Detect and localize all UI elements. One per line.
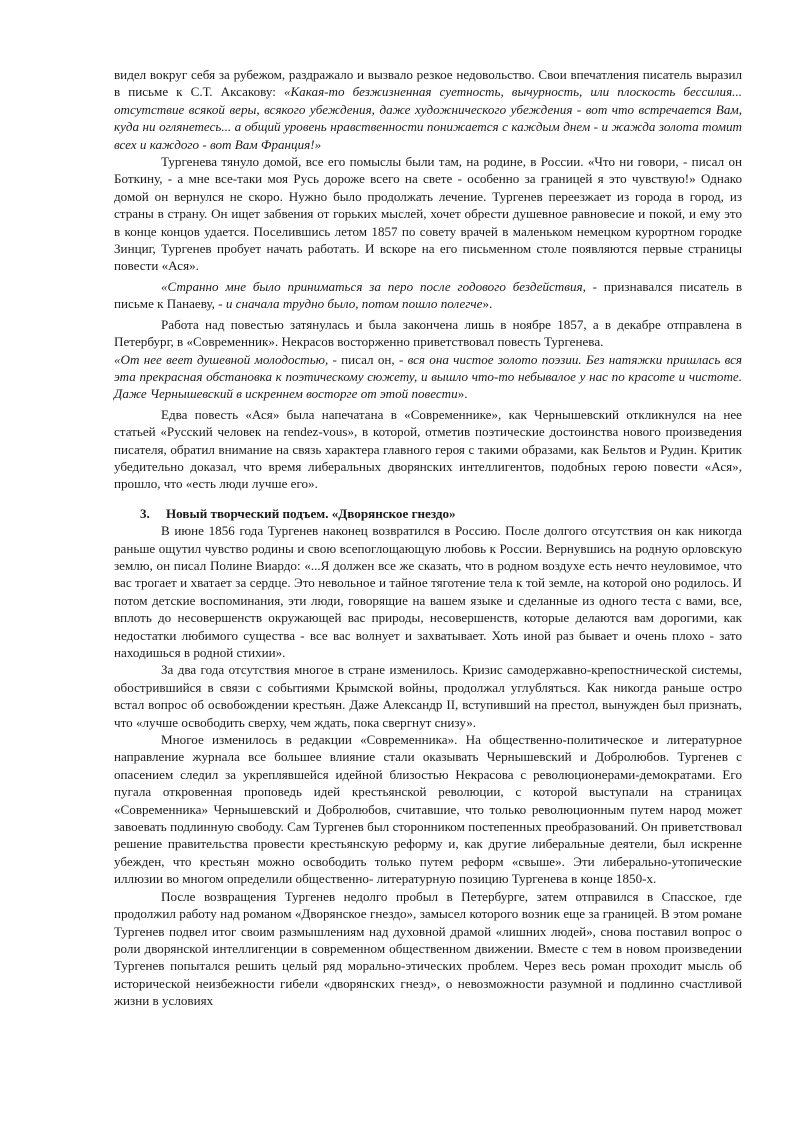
paragraph-4: Работа над повестью затянулась и была закончена лишь в ноябре 1857, а в декабре отправлена в Петербург, в «Современник». Некрасов восторженно приветствовал повесть Тургенева. [114, 316, 742, 350]
paragraph-1: видел вокруг себя за рубежом, раздражало и вызвало резкое недовольство. Свои впечатления писатель выразил в письме к С.Т. Аксакову: «Какая-то безжизненная суетность, вычурность, или плоскость бессилия... отсутствие всякой веры, всякого убеждения, даже художнического убеждения - вот что встречается Вам, куда ни оглянетесь... а общий уровень нравственности понижается с каждым днем - и жажда золота томит всех и каждого - вот Вам Франция!» [114, 67, 742, 152]
paragraph-5: «От нее веет душевной молодостью, - писал он, - вся она чистое золото поэзии. Без натяжки пришлась вся эта прекрасная обстановка к поэтическому сюжету, и вышло что-то небывалое у нас по красоте и чистоте. Даже Чернышевский в искреннем восторге от этой повести». [114, 351, 742, 402]
paragraph-3: «Странно мне было приниматься за перо после годового бездействия, - признавался писатель в письме к Панаеву, - и сначала трудно было, потом пошло полегче». [114, 278, 742, 312]
paragraph-10: После возвращения Тургенев недолго пробыл в Петербурге, затем отправился в Спасское, где продолжил работу над романом «Дворянское гнездо», замысел которого возник еще за границей. В этом романе Тургенев подвел итог своим размышлениям над духовной драмой «лишних людей», снова поставил вопрос о роли дворянской интеллигенции в современном общественном движении. Вместе с тем в новом произведении Тургенев попытался решить целый ряд морально-этических проблем. Через весь роман проходит мысль об исторической неизбежности гибели «дворянских гнезд», о невозможности разумной и подлинно счастливой жизни в условиях [114, 888, 742, 1009]
paragraph-9: Многое изменилось в редакции «Современника». На общественно-политическое и литературное направление журнала все большее влияние стали оказывать Чернышевский и Добролюбов. Тургенев с опасением следил за укреплявшейся идейной близостью Некрасова с революционерами-демократами. Его пугала откровенная проповедь идей крестьянской революции, с которой выступали на страницах «Современника» Чернышевский и Добролюбов, считавшие, что только революционным путем народ может завоевать подлинную свободу. Сам Тургенев был сторонником постепенных преобразований. Он приветствовал решение правительства провести крестьянскую реформу и, как другие либеральные деятели, был искренне убежден, что крестьян можно освободить только путем реформ «свыше». Эти либерально-утопические иллюзии во многом определили общественно- литературную позицию Тургенева в конце 1850-х. [114, 732, 742, 887]
quote-aksakov: «Какая-то безжизненная суетность, вычурность, или плоскость бессилия... отсутствие всякой веры, всякого убеждения, даже художнического убеждения - вот что встречается Вам, куда ни оглянетесь... а общий уровень нравственности понижается с каждым днем - и жажда золота томит всех и каждого - вот Вам Франция!» [114, 84, 742, 152]
paragraph-2: Тургенева тянуло домой, все его помыслы были там, на родине, в России. «Что ни говори, - писал он Боткину, - а мне все-таки моя Русь дороже всего на свете - особенно за границей я это чувствую!» Однако домой он вернулся не скоро. Нужно было продолжать лечение. Тургенев переезжает из города в город, из страны в страну. Он ищет забвения от горьких мыслей, хочет обрести душевное равновесие и покой, и ему это в конце концов удается. Поселившись летом 1857 по совету врачей в маленьком немецком курортном городке Зинциг, Тургенев пробует начать работать. И вскоре на его письменном столе появляются первые страницы повести «Ася». [114, 154, 742, 274]
section-heading [114, 505, 742, 522]
section-title: Новый творческий подъем. «Дворянское гнездо» [166, 505, 456, 521]
paragraph-7: В июне 1856 года Тургенев наконец возвратился в Россию. После долгого отсутствия он как никогда раньше ощутил чувство родины и свою всепоглощающую любовь к России. Вернувшись на родную орловскую землю, он писал Полине Виардо: «...Я должен все же сказать, что в родном воздухе есть нечто неуловимое, что вас трогает и хватает за сердце. Это невольное и тайное тяготение тела к той земле, на которой оно родилось. И потом детские воспоминания, эти люди, говорящие на вашем языке и сделанные из одного теста с вами, все, вплоть до несовершенств окружающей вас природы, несовершенств, которые делаются вам дорогими, как недостатки любимого существа - все вас волнует и захватывает. Хоть иной раз бывает и очень плохо - зато находишься в родной стихии». [114, 523, 742, 660]
paragraph-6: Едва повесть «Ася» была напечатана в «Современнике», как Чернышевский откликнулся на нее статьей «Русский человек на rendez-vous», в которой, отметив поэтические достоинства нового произведения писателя, обратил внимание на связь характера главного героя с такими образами, как Бельтов и Рудин. Критик убедительно доказал, что время либеральных дворянских интеллигентов, подобных герою повести «Ася», прошло, что «есть люди лучше его». [114, 406, 742, 492]
paragraph-8: За два года отсутствия многое в стране изменилось. Кризис самодержавно-крепостнической системы, обострившийся в связи с событиями Крымской войны, продолжал углубляться. Как никогда раньше остро встал вопрос об освобождении крестьян. Даже Александр II, вступивший на престол, вынужден был признать, что «лучше освободить сверху, чем ждать, пока свергнут снизу». [114, 662, 742, 730]
section-number: 3. [140, 505, 150, 521]
